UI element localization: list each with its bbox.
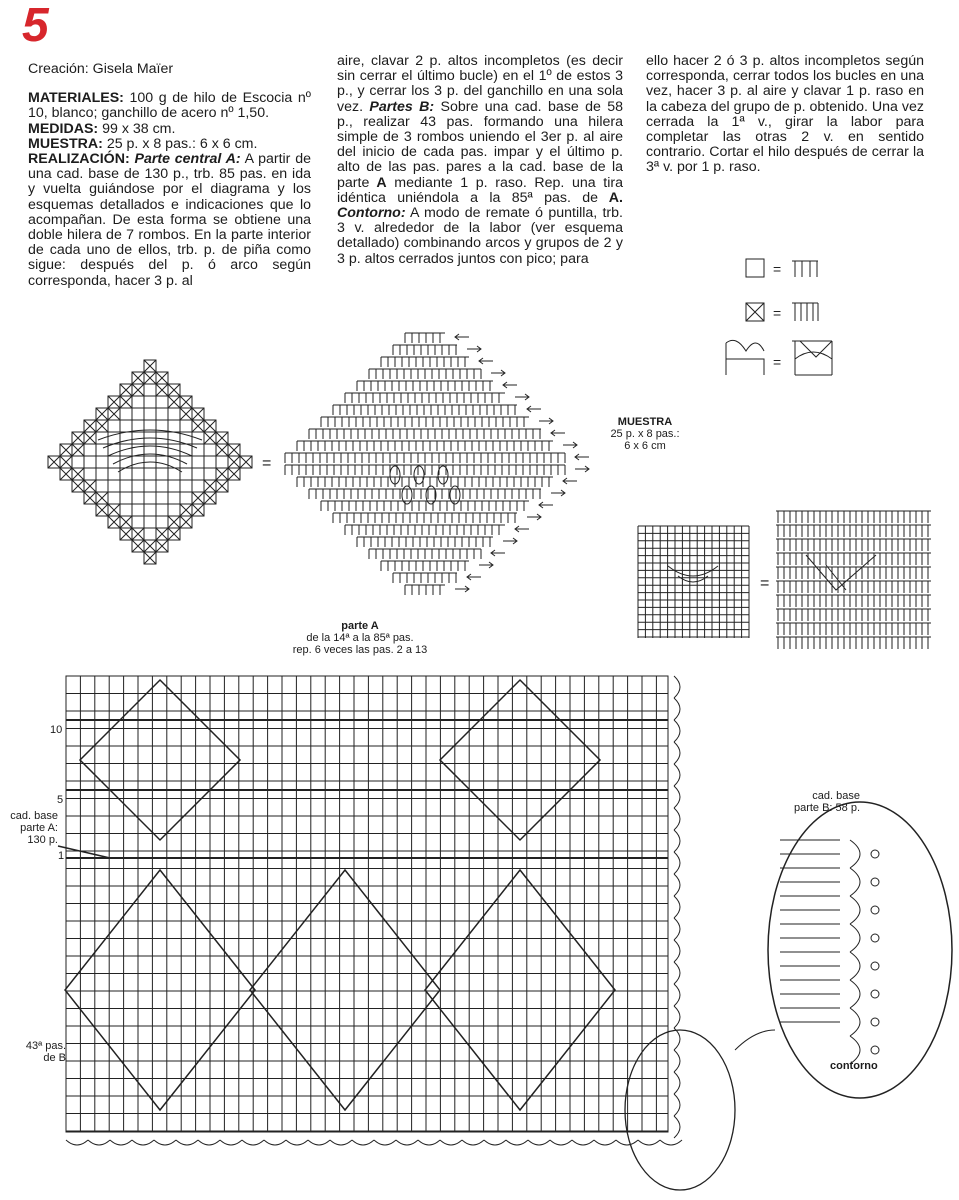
diamond-cell [132,504,144,516]
diamond-cell [204,444,216,456]
direction-arrow [455,586,469,592]
medidas-text: 99 x 38 cm. [98,120,176,137]
oval-picot [871,878,879,886]
diamond-cell [96,468,108,480]
diamond-x-mark [192,504,204,516]
col3-paragraph: ello hacer 2 ó 3 p. altos incompletos según corresponda, cerrar todos los bucles en una vez, hacer 3 p. al aire y clavar 1 p. raso en la cabeza del grupo de p. obtenido. Una vez cerrada la 1ª v., girar la labor para completar las otras 2 v. en sentido contrario. Cortar el hilo después de cerrar la 3ª v. por 1 p. raso. [646,53,924,176]
diamond-x-mark [204,480,216,492]
diamond-cell [144,492,156,504]
parte-central-label: Parte central A: [129,151,241,168]
diamond-x-mark [84,420,96,432]
direction-arrow [479,562,493,568]
parte-a-caption-line1: de la 14ª a la 85ª pas. [306,632,414,644]
cad-base-a-label [2,810,58,846]
diamond-x-mark [180,516,192,528]
diamond-x-mark [132,384,144,396]
diamond-x-mark [240,456,252,468]
edging-scallop-side [674,742,680,764]
partes-b-label: Partes B: [363,98,435,115]
diamond-x-mark [228,444,240,456]
diamond-x-mark [84,432,96,444]
diamond-cell [156,480,168,492]
edging-scallop [176,1140,198,1145]
diamond-cell [216,456,228,468]
materials-text: 100 g de hilo de Escocia nº 10, blanco; ganchillo de acero nº 1,50. [28,90,311,122]
muestra-text: 25 p. x 8 pas.: 6 x 6 cm. [102,135,258,152]
diamond-cell [156,516,168,528]
diamond-cell [132,456,144,468]
diamond-cell [156,396,168,408]
edging-scallop [330,1140,352,1145]
diamond-cell [144,516,156,528]
diamond-x-mark [204,492,216,504]
edging-scallop [286,1140,308,1145]
col2-text-b: Sobre una cad. base de 58 p., realizar 43 pas. formando una hilera simple de 3 rombos uniendo el 3er p. al aire del inicio de cada pas. impar y el último p. alto de las pas. pares a la cad. base de la parte [337,98,624,191]
diamond-x-mark [180,396,192,408]
diamond-cell [132,408,144,420]
legend-equals-1: = [773,261,782,277]
legend-equals-2: = [773,305,782,321]
diamond-x-mark [120,384,132,396]
diamond-x-mark [72,444,84,456]
diamond-cell [168,480,180,492]
oval-picot [871,934,879,942]
diamond-x-mark [216,444,228,456]
diamond-x-mark [132,372,144,384]
diamond-cell [84,456,96,468]
diamond-x-mark [108,408,120,420]
diamond-x-mark [72,468,84,480]
oval-picot [871,906,879,914]
edging-scallop [220,1140,242,1145]
diamond-cell [120,408,132,420]
direction-arrow [563,478,577,484]
diamond-x-mark [120,528,132,540]
diamond-x-mark [120,516,132,528]
edging-scallop [418,1140,440,1145]
materials-paragraph [28,91,311,121]
diamond-x-mark [108,504,120,516]
oval-scallop [850,868,860,896]
instructions-column-2 [337,54,623,267]
oval-scallop [850,1008,860,1036]
edging-scallop-side [674,698,680,720]
diamond-x-mark [156,384,168,396]
diamond-x-mark [168,396,180,408]
oval-scallop [850,840,860,868]
edging-scallop [484,1140,506,1145]
oval-scallop [850,924,860,952]
edging-scallop [374,1140,396,1145]
diamond-x-mark [228,468,240,480]
legend-stitches-3 [792,341,832,375]
diamond-cell [108,480,120,492]
diamond-x-mark [168,384,180,396]
diamond-cell [108,492,120,504]
equals-sign-2: = [760,575,770,592]
cad-base-a-line1: cad. base [10,810,58,822]
partes-b-paragraph [337,54,623,267]
pineapple-cluster [414,466,424,484]
parte-a-letter: A [369,174,387,191]
direction-arrow [467,574,481,580]
diamond-cell [132,516,144,528]
muestra-paragraph [28,137,311,152]
edging-scallop [66,1140,88,1145]
oval-scallop [850,896,860,924]
muestra-grid-chart [638,526,750,640]
direction-arrow [491,550,505,556]
diamond-cell [180,456,192,468]
diamond-x-mark [60,444,72,456]
diamond-cell [156,456,168,468]
lower-diamond [425,870,615,1110]
cad-base-a-line2: parte A: [20,822,58,834]
diamond-cell [84,468,96,480]
diamond-cell [144,408,156,420]
diamond-x-mark [216,468,228,480]
diamond-x-mark [132,540,144,552]
diamond-x-mark [96,504,108,516]
diamond-cell [132,468,144,480]
edging-scallop [154,1140,176,1145]
edging-scallop [132,1140,154,1145]
diamond-x-mark [120,396,132,408]
parte-a-caption-title: parte A [341,620,379,632]
contorno-oval [768,802,952,1098]
oval-scallop [850,952,860,980]
diamond-cell [204,468,216,480]
direction-arrow [551,490,565,496]
row-label-10: 10 [50,724,63,736]
oval-picot [871,1018,879,1026]
realizacion-text: A partir de una cad. base de 130 p., trb. 85 pas. en ida y vuelta guiándose por el diagrama y los esquemas detallados e indicaciones que lo acompañan. De esta forma se obtiene una doble hilera de 7 rombos. En la parte interior de cada uno de ellos, trb. p. de piña como sigue: después del p. ó arco según corresponda, hacer 3 p. al [28,151,311,289]
diamond-x-mark [144,360,156,372]
diamond-cell [84,444,96,456]
diamond-cell [156,504,168,516]
diamond-x-mark [96,408,108,420]
edging-scallop [572,1140,594,1145]
diamond-cell [108,468,120,480]
edging-scallop [110,1140,132,1145]
diamond-cell [168,408,180,420]
contorno-label: Contorno: [337,205,406,222]
diamond-cell [180,492,192,504]
direction-arrow [539,502,553,508]
parte-a-caption [280,620,440,656]
diamond-cell [180,468,192,480]
edging-scallop [550,1140,572,1145]
diamond-cell [96,456,108,468]
direction-arrow [539,418,553,424]
cad-base-b-line2: parte B: 58 p. [793,802,860,814]
diamond-cell [132,492,144,504]
empty-square-symbol [746,259,764,277]
diamond-x-mark [204,420,216,432]
diamond-cell [96,480,108,492]
direction-arrow [527,514,541,520]
diamond-cell [120,480,132,492]
diamond-cell [132,396,144,408]
direction-arrow [515,394,529,400]
direction-arrow [527,406,541,412]
arch-symbol [726,340,764,375]
medidas-label: MEDIDAS: [28,120,99,137]
diamond-x-mark [60,456,72,468]
page-number: 5 [22,0,49,52]
muestra-caption-line1: 25 p. x 8 pas.: [610,428,680,440]
direction-arrow [479,358,493,364]
cad-base-a-line3: 130 p. [27,834,58,846]
diamond-chart [48,360,258,570]
diamond-x-mark [192,408,204,420]
diamond-cell [192,468,204,480]
diamond-x-mark [96,492,108,504]
muestra-symbol-diagram [776,505,936,657]
direction-arrow [575,466,589,472]
cad-base-b-line1: cad. base [812,790,860,802]
diamond-cell [156,492,168,504]
direction-arrow [551,430,565,436]
edging-scallop-side [674,676,680,698]
muestra-caption-line2: 6 x 6 cm [624,440,666,452]
oval-picot [871,850,879,858]
diamond-x-mark [108,396,120,408]
direction-arrow [491,370,505,376]
diamond-arc [118,462,182,472]
diamond-x-mark [96,420,108,432]
legend-stitches-2 [792,303,818,321]
diamond-cell [144,384,156,396]
diamond-x-mark [216,432,228,444]
col2-text-c: mediante 1 p. raso. Rep. una tira idéntica uniéndola a la 85ª pas. de [337,174,623,206]
diamond-cell [108,420,120,432]
edging-scallop [242,1140,264,1145]
diamond-cell [156,408,168,420]
realizacion-label: REALIZACIÓN: [28,151,130,168]
diamond-x-mark [180,408,192,420]
direction-arrow [467,346,481,352]
diamond-cell [120,432,132,444]
diamond-x-mark [228,456,240,468]
diamond-x-mark [144,552,156,564]
legend-equals-3: = [773,354,782,370]
direction-arrow [503,382,517,388]
diamond-cell [192,480,204,492]
diamond-cell [144,396,156,408]
diamond-cell [192,444,204,456]
diamond-cell [204,456,216,468]
edging-scallop [594,1140,616,1145]
diamond-x-mark [168,516,180,528]
diamond-x-mark [180,504,192,516]
diamond-cell [168,504,180,516]
edging-scallop-side [674,720,680,742]
pas-b-line2: de B [43,1052,66,1064]
diamond-x-mark [48,456,60,468]
diamond-x-mark [60,468,72,480]
edging-scallop [440,1140,462,1145]
muestra-label: MUESTRA: [28,135,103,152]
diamond-cell [120,420,132,432]
edging-scallop [462,1140,484,1145]
stitch-legend [740,255,860,385]
diamond-cell [192,456,204,468]
edging-scallop [506,1140,528,1145]
realizacion-paragraph [28,152,311,289]
diamond-symbol-diagram [275,325,585,605]
diamond-x-mark [144,540,156,552]
muestra-v-shape [806,555,876,590]
col2-text-d: A modo de remate ó puntilla, trb. 3 v. alrededor de la labor (ver esquema detallado) combinando arcos y grupos de 2 y 3 p. altos cerrados juntos con pico; para [337,205,623,267]
diamond-x-mark [204,432,216,444]
diamond-x-mark [84,480,96,492]
diamond-x-mark [192,420,204,432]
diamond-x-mark [144,372,156,384]
intro-column [28,62,311,289]
contorno-label-diagram: contorno [830,1060,878,1072]
edging-scallop [88,1140,110,1145]
diamond-cell [72,456,84,468]
creation-credit: Creación: Gisela Maïer [28,61,174,77]
edging-scallop [308,1140,330,1145]
diamond-cell [180,480,192,492]
diamond-cell [168,432,180,444]
oval-picot [871,990,879,998]
diamond-x-mark [108,516,120,528]
muestra-caption-title: MUESTRA [617,416,673,428]
row-label-5: 5 [57,794,64,806]
materials-label: MATERIALES: [28,90,124,107]
diamond-x-mark [216,480,228,492]
pas-b-label [10,1040,66,1064]
contorno-detail [620,780,959,1200]
oval-scallop [850,980,860,1008]
pas-b-line1: 43ª pas. [25,1040,66,1052]
diamond-x-mark [72,480,84,492]
oval-picot [871,962,879,970]
direction-arrow [515,526,529,532]
diamond-cell [144,504,156,516]
diamond-x-mark [72,432,84,444]
diamond-x-mark [132,528,144,540]
oval-picot [871,1046,879,1054]
muestra-caption [590,416,700,452]
edging-scallop [528,1140,550,1145]
diamond-x-mark [168,528,180,540]
diamond-x-mark [192,492,204,504]
equals-sign-1: = [262,455,272,472]
medidas-paragraph [28,122,311,137]
diamond-cell [144,528,156,540]
row-label-1: 1 [58,850,65,862]
parte-a-caption-line2: rep. 6 veces las pas. 2 a 13 [292,644,428,656]
diamond-cell [96,444,108,456]
col2-text-a: aire, clavar 2 p. altos incompletos (es decir sin cerrar el último bucle) en el 1º de estos 3 p., y cerrar los 3 p. del ganchillo en una sola vez. [337,53,623,115]
diamond-x-mark [84,492,96,504]
edging-scallop [352,1140,374,1145]
direction-arrow [563,442,577,448]
diamond-cell [120,504,132,516]
diamond-cell [120,492,132,504]
diamond-cell [108,456,120,468]
instructions-column-3 [646,54,924,176]
diamond-x-mark [156,528,168,540]
diamond-cell [180,420,192,432]
legend-stitches-1 [792,261,818,277]
edging-scallop [396,1140,418,1145]
parte-a-letter-2: A. [598,189,623,206]
diamond-cell [132,480,144,492]
lower-diamond [65,870,255,1110]
diamond-cell [168,420,180,432]
diamond-cell [156,468,168,480]
diamond-cell [168,492,180,504]
diamond-x-mark [156,540,168,552]
diamond-cell [144,480,156,492]
direction-arrow [455,334,469,340]
direction-arrow [503,538,517,544]
edging-scallop [264,1140,286,1145]
cad-base-b-label [770,790,860,814]
edging-scallop [198,1140,220,1145]
diamond-cell [144,468,156,480]
direction-arrow [575,454,589,460]
diamond-x-mark [156,372,168,384]
